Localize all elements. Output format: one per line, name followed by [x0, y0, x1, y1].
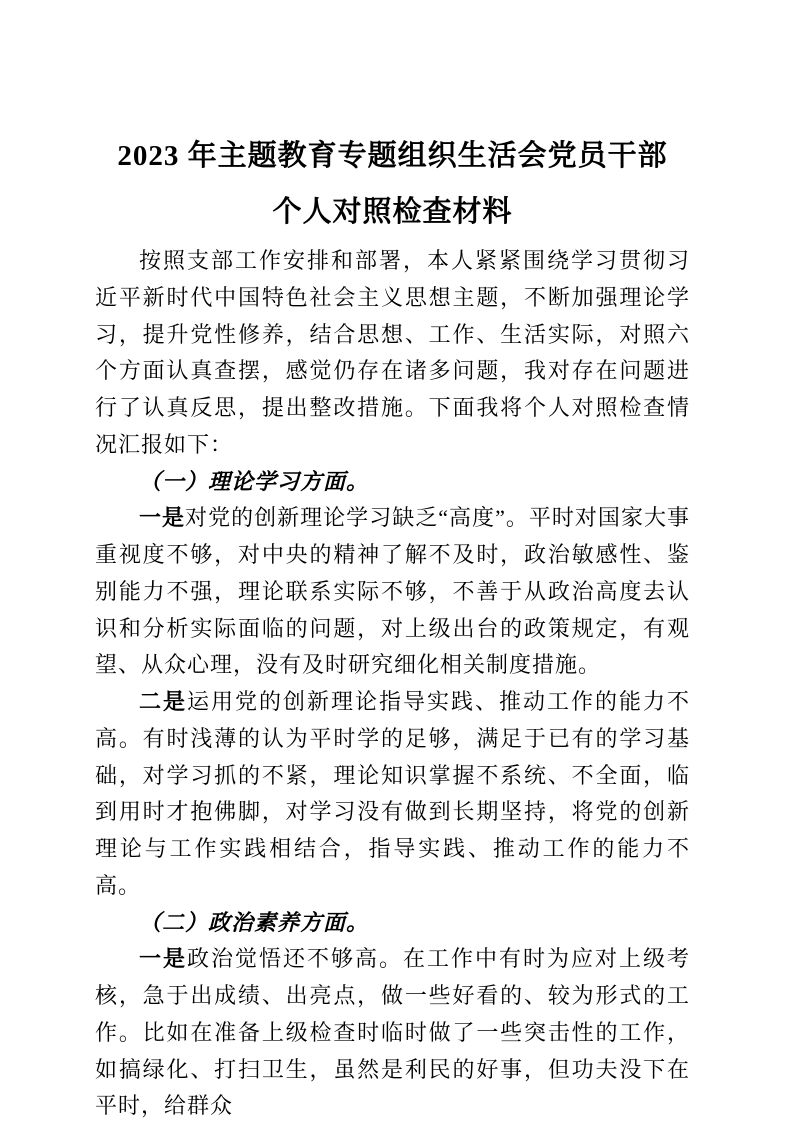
paragraph-text: 对党的创新理论学习缺乏“高度”。平时对国家大事重视度不够，对中央的精神了解不及时，政治敏感性、鉴别能力不强，理论联系实际不够，不善于从政治高度去认识和分析实际面临的问题，对上级出台的政策规定，有观望、从众心理，没有及时研究细化相关制度措施。	[95, 505, 690, 678]
section-heading-2: （二）政治素养方面。	[139, 909, 370, 935]
bold-lead: 二是	[139, 689, 187, 714]
bold-lead: 一是	[139, 505, 186, 531]
section-1-paragraph-1	[95, 500, 690, 684]
document-title-line-2: 个人对照检查材料	[272, 196, 513, 228]
section-2-paragraph-1	[95, 941, 690, 1122]
intro-paragraph: 按照支部工作安排和部署，本人紧紧围绕学习贯彻习近平新时代中国特色社会主义思想主题，不断加强理论学习，提升党性修养，结合思想、工作、生活实际，对照六个方面认真查摆，感觉仍存在诸多问题，我对存在问题进行了认真反思，提出整改措施。下面我将个人对照检查情况汇报如下：	[95, 248, 690, 457]
paragraph-text: 政治觉悟还不够高。在工作中有时为应对上级考核，急于出成绩、出亮点，做一些好看的、较为形式的工作。比如在准备上级检查时临时做了一些突击性的工作，如搞绿化、打扫卫生，虽然是利民的好事，但功夫没下在平时，给群众	[95, 946, 690, 1119]
document-title	[95, 128, 690, 240]
paragraph-text: 运用党的创新理论指导实践、推动工作的能力不高。有时浅薄的认为平时学的足够，满足于已有的学习基础，对学习抓的不紧，理论知识掌握不系统、不全面，临到用时才抱佛脚，对学习没有做到长期坚持，将党的创新理论与工作实践相结合，指导实践、推动工作的能力不高。	[95, 689, 690, 898]
bold-lead: 一是	[139, 946, 187, 972]
document-title-line-1: 2023 年主题教育专题组织生活会党员干部	[117, 140, 668, 172]
document-body	[95, 243, 690, 1122]
section-1-paragraph-2	[95, 684, 690, 905]
section-heading-1: （一）理论学习方面。	[139, 468, 370, 494]
